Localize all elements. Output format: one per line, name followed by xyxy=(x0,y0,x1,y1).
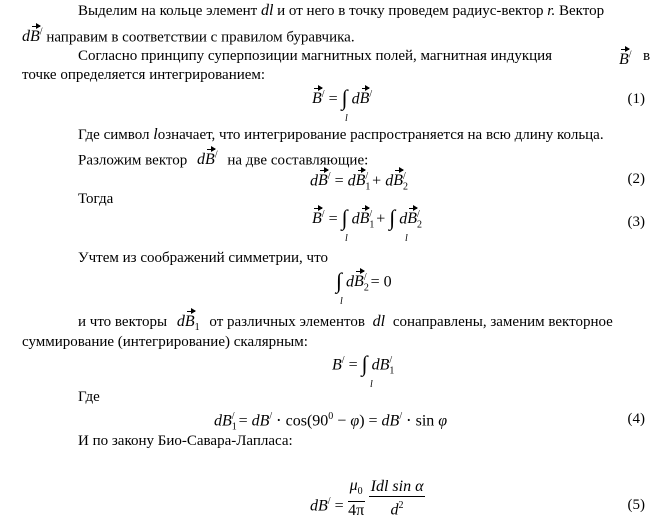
text-segment: сонаправлены, заменим векторное xyxy=(392,314,613,330)
equation-number-4: (4) xyxy=(627,411,645,427)
equation-5: dB/ = $\frac{\mu_0}{4\pi}$ $\frac{\text{Idl sin α}}{d^2}$ xyxy=(310,477,424,520)
text-segment: Разложим вектор xyxy=(78,152,188,169)
text-segment: от различных элементов xyxy=(209,314,365,330)
paragraph-10 xyxy=(22,333,308,351)
text-segment: и что векторы xyxy=(78,314,168,330)
text-segment: на две составляющие: xyxy=(227,152,369,169)
symbol-dl: dl xyxy=(372,313,386,330)
paragraph-3 xyxy=(78,47,552,65)
equation-1: B/ = ∫ l dB/ xyxy=(312,85,373,124)
text-segment: Тогда xyxy=(78,191,114,207)
paragraph-4 xyxy=(22,66,265,84)
text-segment: Вектор xyxy=(558,3,605,19)
text-segment: Где символ xyxy=(78,127,150,143)
paragraph-7 xyxy=(78,190,113,208)
equation-3: B/ = ∫ l $dB_1^/$ + ∫ l $dB_2^/$ xyxy=(312,205,423,244)
symbol-dB: dB/ xyxy=(22,27,43,46)
text-v xyxy=(643,47,650,65)
text-segment: направим в соответствии с правилом буравчика. xyxy=(46,29,355,46)
text-segment: Учтем из соображений симметрии, что xyxy=(78,250,328,266)
text-segment: суммирование (интегрирование) скалярным: xyxy=(22,334,308,350)
paragraph-11 xyxy=(78,388,100,406)
equation-number-1: (1) xyxy=(627,91,645,107)
symbol-r: r. xyxy=(547,3,556,19)
text-segment: в xyxy=(643,48,651,64)
equation-number-3: (3) xyxy=(627,214,645,230)
symbol-dl: dl xyxy=(260,2,274,19)
symbol-dB: dB/ xyxy=(197,150,218,169)
paragraph-8 xyxy=(78,249,328,267)
equation-number-5: (5) xyxy=(627,497,645,513)
text-segment: И по закону Био-Савара-Лапласа: xyxy=(78,433,293,449)
symbol-dB1: $dB_1$ xyxy=(176,313,200,334)
equation-scalar: B/ = ∫ l $dB_1^/$ xyxy=(332,351,395,390)
text-segment: Согласно принципу суперпозиции магнитных полей, магнитная индукция xyxy=(78,48,553,64)
equation-4: $dB_1^/ = dB^/ \cdot \cos(90^0 - \varphi) = dB^/ \cdot \sin \varphi$ xyxy=(214,411,448,433)
text-segment: точке определяется интегрированием: xyxy=(22,67,266,83)
paragraph-5 xyxy=(78,126,604,144)
paragraph-1 xyxy=(78,2,604,20)
paragraph-6 xyxy=(78,147,368,169)
equation-number-2: (2) xyxy=(627,171,645,187)
text-segment: Где xyxy=(78,389,100,405)
symbol-B: B/ xyxy=(619,50,632,69)
text-segment: означает, что интегрирование распространяется на всю длину кольца. xyxy=(157,127,604,143)
paragraph-2 xyxy=(22,24,355,46)
equation-2: $dB^/ = dB_1^/ + dB_2^/$ xyxy=(310,171,408,193)
text-segment: Выделим на кольце элемент xyxy=(78,3,258,19)
paragraph-12 xyxy=(78,432,293,450)
text-segment: и от него в точку проведем радиус-вектор xyxy=(277,3,544,19)
equation-symmetry: ∫ l $dB_2^/ = 0$ xyxy=(336,268,392,307)
symbol-l: l xyxy=(153,126,158,143)
